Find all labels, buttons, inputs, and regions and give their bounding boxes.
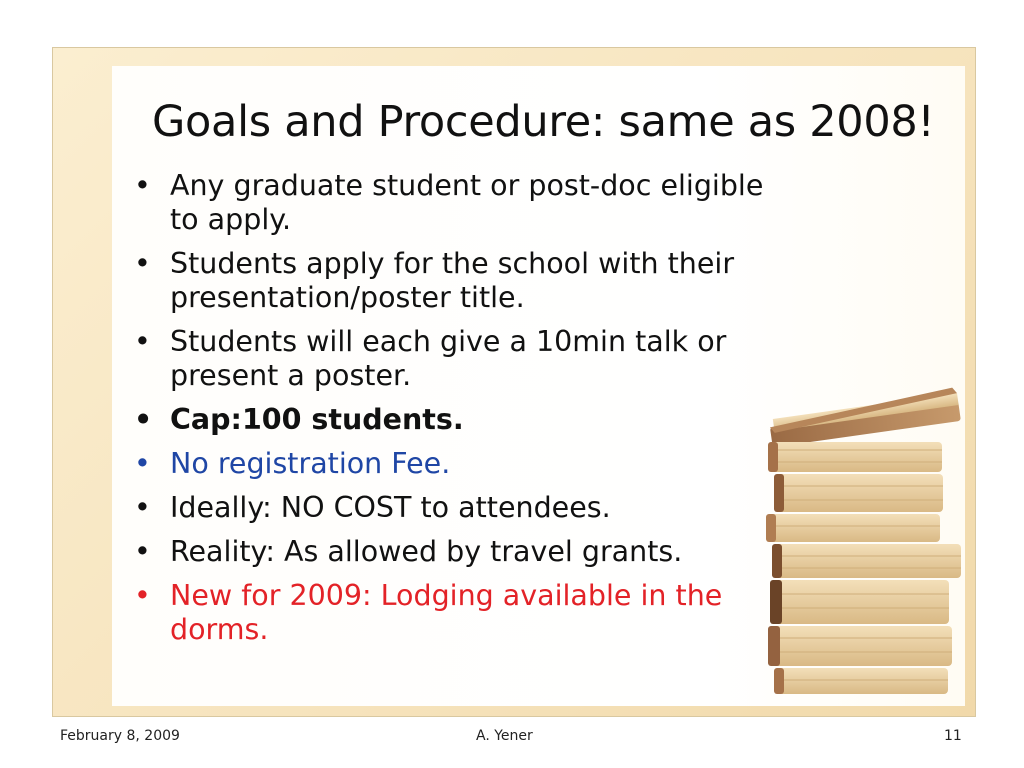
bullet-item-red: • New for 2009: Lodging available in the dorms.: [134, 579, 764, 647]
bullet-item: • Students apply for the school with their presentation/poster title.: [134, 247, 764, 315]
bullet-item: • Any graduate student or post-doc eligible to apply.: [134, 169, 764, 237]
bullet-item: • Ideally: NO COST to attendees.: [134, 491, 764, 525]
bullet-item-bold: • Cap:100 students.: [134, 403, 764, 437]
stack-of-books-icon: [756, 376, 976, 696]
bullet-item: • Students will each give a 10min talk or present a poster.: [134, 325, 764, 393]
slide-title: Goals and Procedure: same as 2008!: [152, 97, 935, 147]
footer-date: February 8, 2009: [60, 728, 180, 744]
footer-author: A. Yener: [476, 728, 533, 744]
bullet-list: [134, 169, 764, 657]
bullet-item-blue: • No registration Fee.: [134, 447, 764, 481]
bullet-item: • Reality: As allowed by travel grants.: [134, 535, 764, 569]
footer-page-number: 11: [944, 728, 962, 744]
